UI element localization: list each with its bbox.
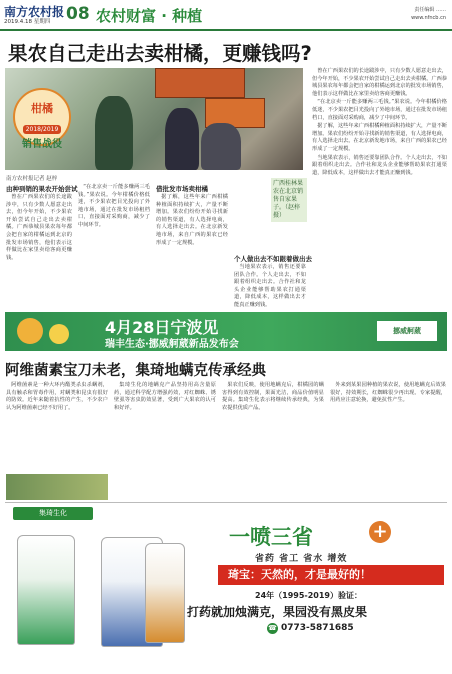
article1-column-2 [78, 184, 150, 306]
product-bottle [17, 535, 75, 645]
decorative-fruit-icon [49, 324, 69, 344]
ad-years: 24年（1995-2019）验证： [255, 591, 362, 600]
article1-column-3 [156, 194, 228, 306]
badge-year: 2018/2019 [23, 125, 62, 134]
article1-paragraph: “在北京卖一斤能多赚两三毛钱。”果农说。今年柑橘价格低迷，不少果农把目光投向了外地市场，通过在批发市场租档口，直接面对采购商，减少了中间环节。 [78, 184, 150, 228]
article1-paragraph: 曾在广西果农们的长途跋涉中，只有少数人愿意走出去，但今年开始，不少果农开始尝试自己走出去卖柑橘。广西恭城县果农每年都会把自家的柑橘运到北京的批发市场销售，他们表示这样做比在家里卖给客商更赚钱。 [6, 194, 72, 261]
article1-paragraph: 当地果农表示，销售还要靠团队合作。个人走出去，不如跟着组织走出去。合作社和龙头企业能够帮助果农打通渠道，降低成本，这样做出去才能真正赚到钱。 [234, 264, 306, 308]
article1-headline: 果农自己走出去卖柑橘，更赚钱吗? [8, 42, 312, 65]
section-title: 农村财富 · 种植 [96, 7, 203, 25]
page-number: 08 [66, 4, 90, 24]
article2-column-4 [330, 382, 446, 500]
fruit-crates [155, 68, 245, 98]
badge-title: 柑橘 [31, 102, 53, 115]
article2-headline: 阿维菌素宝刀未老，集琦地螨克传承经典 [5, 363, 266, 379]
photo-caption: 广西桂林果农在北京销售自家果子。（赵梓摄） [271, 178, 307, 222]
article1-paragraph: 当地果农表示，销售还要靠团队合作。个人走出去，不如跟着组织走出去。合作社和龙头企业能够帮助果农打通渠道，降低成本，这样做出去才能真正赚到钱。 [312, 154, 447, 176]
article2-paragraph: 集琦生化的地螨克产品坚持用高含量原药，通过科学配方增强药效，对红蜘蛛、锈壁虱等害虫防效显著，受到广大果农的认可和好评。 [114, 382, 216, 411]
article2-paragraph: 果农们反映，使用地螨克后，柑橘园的螨害得到有效控制，果面光洁，商品价值明显提高。集琦生化表示将继续传承经典，为果农提供优质产品。 [222, 382, 324, 411]
ad-benefits: 省药 省工 省水 增效 [255, 554, 348, 564]
article1-paragraph: 曾在广西果农们的长途跋涉中，只有少数人愿意走出去，但今年开始，不少果农开始尝试自己走出去卖柑橘。广西恭城县果农每年都会把自家的柑橘运到北京的批发市场销售，他们表示这样做比在家里卖给客商更赚钱。 [312, 68, 447, 97]
article2-column-3 [222, 382, 324, 500]
ad-main-line: 打药就加烛满克，果园没有黑皮果 [187, 605, 368, 619]
ad-red-banner: 琦宝：天然的，才是最好的！ [218, 565, 444, 585]
ad-phone [267, 623, 354, 634]
buyer-figure [201, 123, 241, 170]
article1-paragraph: 据了解，这些年来广西柑橘种植面积持续扩大，产量不断增加。果农们纷纷开始寻找新的销售渠道，有人选择电商，有人选择走出去。在北京新发地市场，来自广西的果农已经形成了一定规模。 [312, 123, 447, 152]
decorative-fruit-icon [17, 318, 43, 344]
article2-paragraph: 外来到某果园种植的果农说，使用地螨克后效果很好，持效期长，红蜘蛛很少再出现。专家提醒，用药应注意轮换，避免抗性产生。 [330, 382, 446, 404]
launch-event-ad [5, 312, 447, 351]
newspaper-logo: 南方农村报 [4, 5, 65, 19]
product-bottle [145, 543, 185, 643]
badge-subtitle: 销售战役 [22, 139, 62, 150]
pesticide-ad [5, 502, 447, 669]
plus-icon: + [369, 521, 391, 543]
header-info [411, 6, 446, 22]
phone-number: 0773-5871685 [281, 623, 354, 633]
editor-info: 责任编辑 …… [414, 7, 446, 13]
article1-paragraph: 据了解，这些年来广西柑橘种植面积持续扩大，产量不断增加。果农们纷纷开始寻找新的销售渠道，有人选择电商，有人选择走出去。在北京新发地市场，来自广西的果农已经形成了一定规模。 [156, 194, 228, 246]
header-rule [0, 29, 452, 31]
ad-subtitle: 瑞丰生态·挪威舸葳新品发布会 [105, 339, 239, 350]
citrus-photo [6, 474, 108, 500]
article1-right-column [312, 68, 447, 306]
article2-paragraph: 阿维菌素是一种大环内酯类杀虫杀螨剂，具有触杀和胃毒作用，对螨类和昆虫有很好的防效。近年来随着抗性的产生，不少农户认为阿维菌素已经不好用了。 [6, 382, 108, 411]
article2-column-1 [6, 382, 108, 472]
issue-date: 2019.4.18 星期四 [4, 19, 51, 25]
sales-campaign-badge [13, 88, 71, 150]
site-url: www.nfncb.cn [411, 15, 446, 21]
company-logo: 集琦生化 [13, 507, 93, 520]
ad-title: 4月28日宁波见 [105, 318, 219, 337]
page-header [0, 0, 452, 30]
article1-paragraph: “在北京卖一斤能多赚两三毛钱。”果农说。今年柑橘价格低迷，不少果农把目光投向了外地市场，通过在批发市场租档口，直接面对采购商，减少了中间环节。 [312, 99, 447, 121]
article1-column-4 [234, 264, 306, 306]
article2-column-2 [114, 382, 216, 500]
article1-subhead: 借批发市场卖柑橘 [156, 185, 208, 193]
phone-icon: ☎ [268, 624, 277, 632]
article1-byline: 南方农村报记者 赵梓 [6, 176, 58, 182]
ad-slogan: 一喷三省 [229, 524, 313, 549]
farmer-figure [95, 96, 133, 170]
brand-logo: 挪威舸葳 [377, 321, 437, 341]
buyer-figure [165, 108, 199, 170]
article1-subhead: 由种到销的果农开始尝试 [6, 185, 78, 193]
article1-column-1 [6, 194, 72, 306]
article1-subhead: 个人做出去不如跟着做出去 [234, 255, 312, 263]
